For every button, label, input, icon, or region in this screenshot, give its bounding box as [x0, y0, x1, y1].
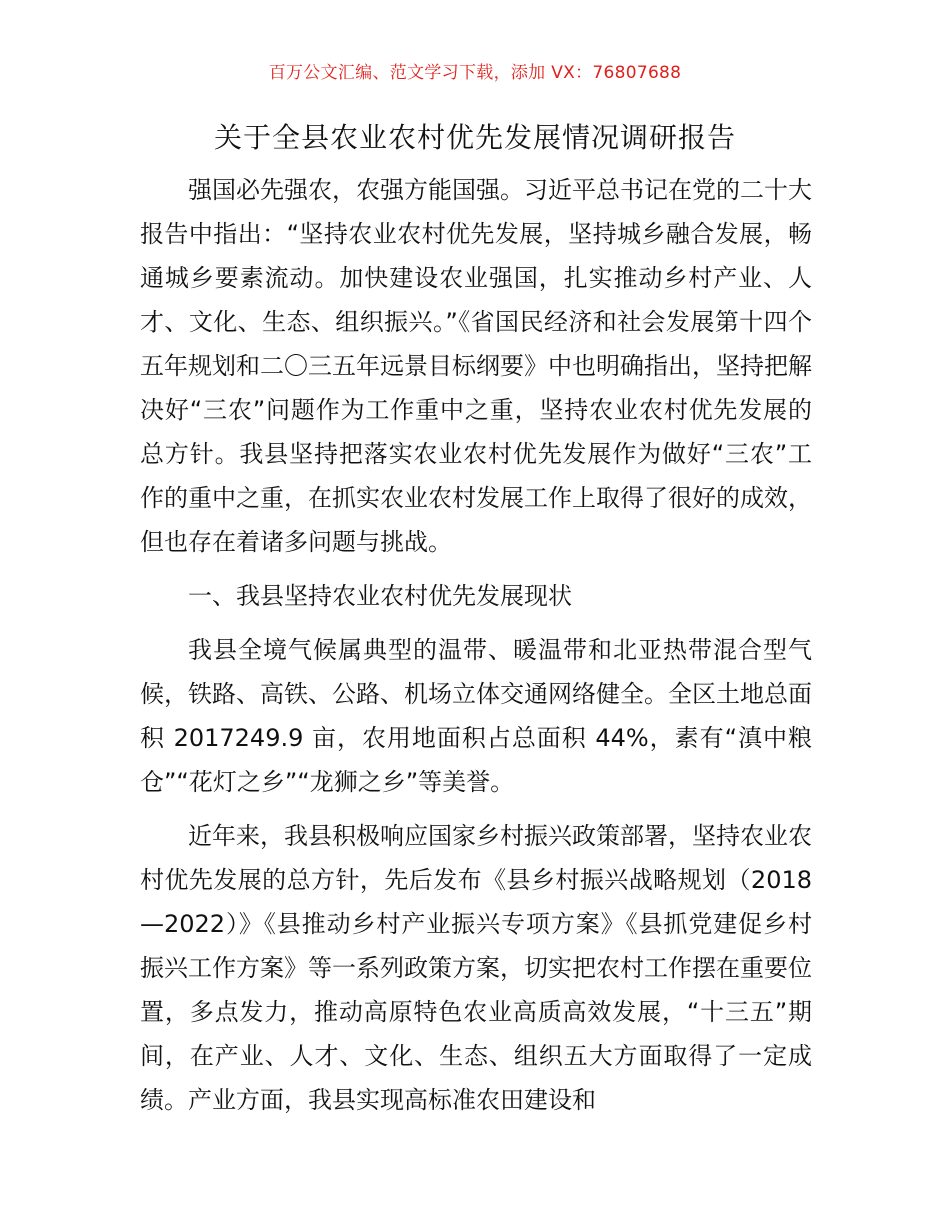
- section-heading-1: 一、我县坚持农业农村优先发展现状: [188, 582, 572, 610]
- header-watermark-note: 百万公文汇编、范文学习下载，添加 VX：76807688: [268, 63, 682, 83]
- paragraph-intro: 强国必先强农，农强方能国强。习近平总书记在党的二十大报告中指出：“坚持农业农村优先发展，坚持城乡融合发展，畅通城乡要素流动。加快建设农业强国，扎实推动乡村产业、人才、文化、生态、组织振兴。”《省国民经济和社会发展第十四个五年规划和二〇三五年远景目标纲要》中也明确指出，坚持把解决好“三农”问题作为工作重中之重，坚持农业农村优先发展的总方针。我县坚持把落实农业农村优先发展作为做好“三农”工作的重中之重，在抓实农业农村发展工作上取得了很好的成效，但也存在着诸多问题与挑战。: [140, 176, 812, 556]
- document-title: 关于全县农业农村优先发展情况调研报告: [213, 121, 736, 154]
- document-body: [140, 168, 812, 1122]
- paragraph-county-overview: 我县全境气候属典型的温带、暖温带和北亚热带混合型气候，铁路、高铁、公路、机场立体交通网络健全。全区土地总面积 2017249.9 亩，农用地面积占总面积 44%，素有“滇中粮仓”“花灯之乡”“龙狮之乡”等美誉。: [140, 636, 812, 796]
- paragraph-recent-years: 近年来，我县积极响应国家乡村振兴政策部署，坚持农业农村优先发展的总方针，先后发布《县乡村振兴战略规划（2018—2022）》《县推动乡村产业振兴专项方案》《县抓党建促乡村振兴工作方案》等一系列政策方案，切实把农村工作摆在重要位置，多点发力，推动高原特色农业高质高效发展，“十三五”期间，在产业、人才、文化、生态、组织五大方面取得了一定成绩。产业方面，我县实现高标准农田建设和: [140, 822, 812, 1114]
